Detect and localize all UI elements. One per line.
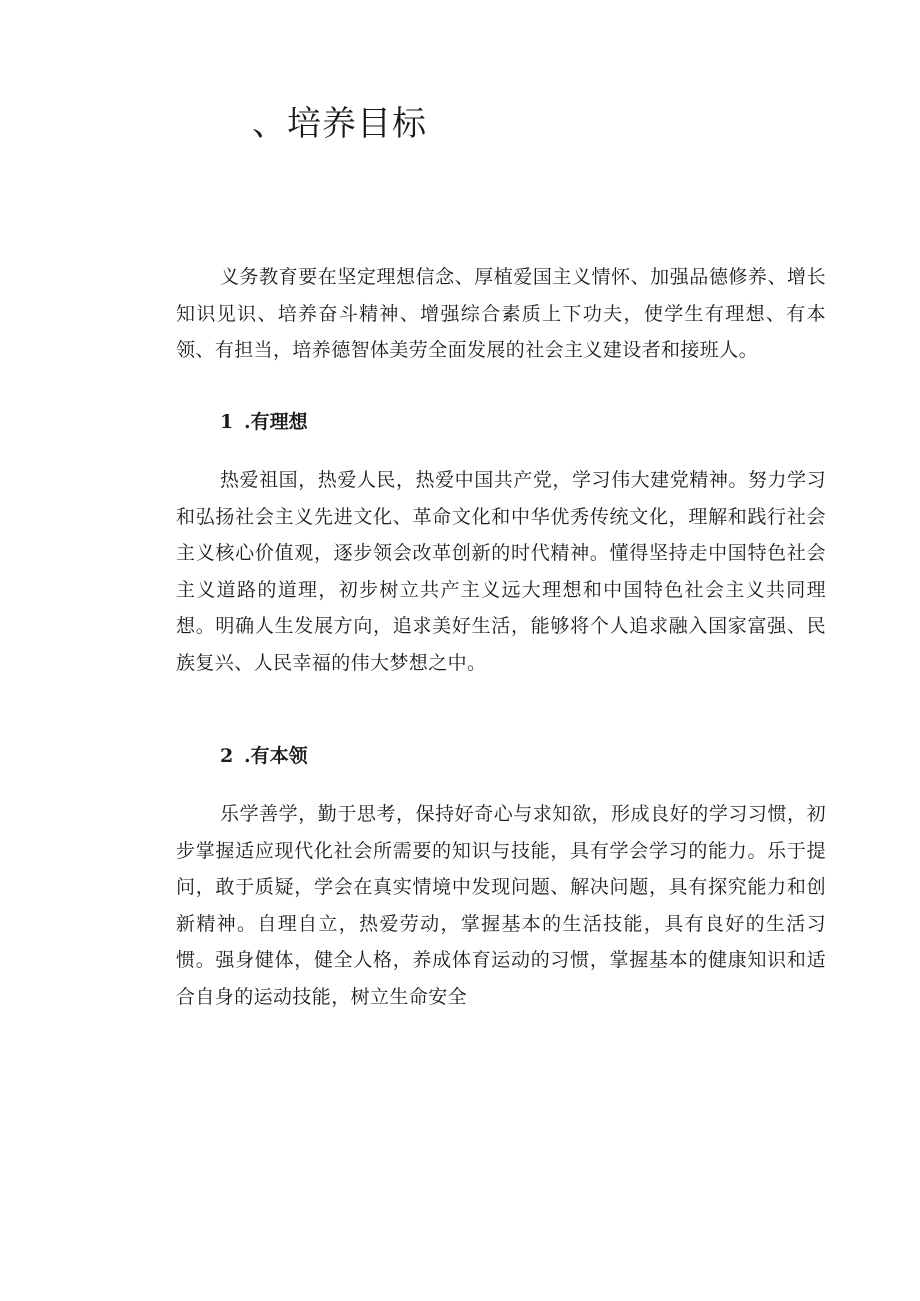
section-heading-2 — [220, 741, 308, 771]
section-label: .有本领 — [244, 745, 308, 767]
section-number: 1 — [220, 411, 234, 433]
section-paragraph-1: 热爱祖国，热爱人民，热爱中国共产党，学习伟大建党精神。努力学习和弘扬社会主义先进文化、革命文化和中华优秀传统文化，理解和践行社会主义核心价值观，逐步领会改革创新的时代精神。懂得坚持走中国特色社会主义道路的道理，初步树立共产主义远大理想和中国特色社会主义共同理想。明确人生发展方向，追求美好生活，能够将个人追求融入国家富强、民族复兴、人民幸福的伟大梦想之中。 — [176, 469, 826, 674]
intro-paragraph: 义务教育要在坚定理想信念、厚植爱国主义情怀、加强品德修养、增长知识见识、培养奋斗精神、增强综合素质上下功夫，使学生有理想、有本领、有担当，培养德智体美劳全面发展的社会主义建设者和接班人。 — [176, 266, 826, 361]
section-number: 2 — [220, 745, 234, 767]
page-title: 、培养目标 — [252, 104, 427, 144]
section-heading-1 — [220, 407, 308, 437]
section-label: .有理想 — [244, 411, 308, 433]
section-paragraph-2: 乐学善学，勤于思考，保持好奇心与求知欲，形成良好的学习习惯，初步掌握适应现代化社会所需要的知识与技能，具有学会学习的能力。乐于提问，敢于质疑，学会在真实情境中发现问题、解决问题，具有探究能力和创新精神。自理自立，热爱劳动，掌握基本的生活技能，具有良好的生活习惯。强身健体，健全人格，养成体育运动的习惯，掌握基本的健康知识和适合自身的运动技能，树立生命安全 — [176, 803, 826, 1008]
